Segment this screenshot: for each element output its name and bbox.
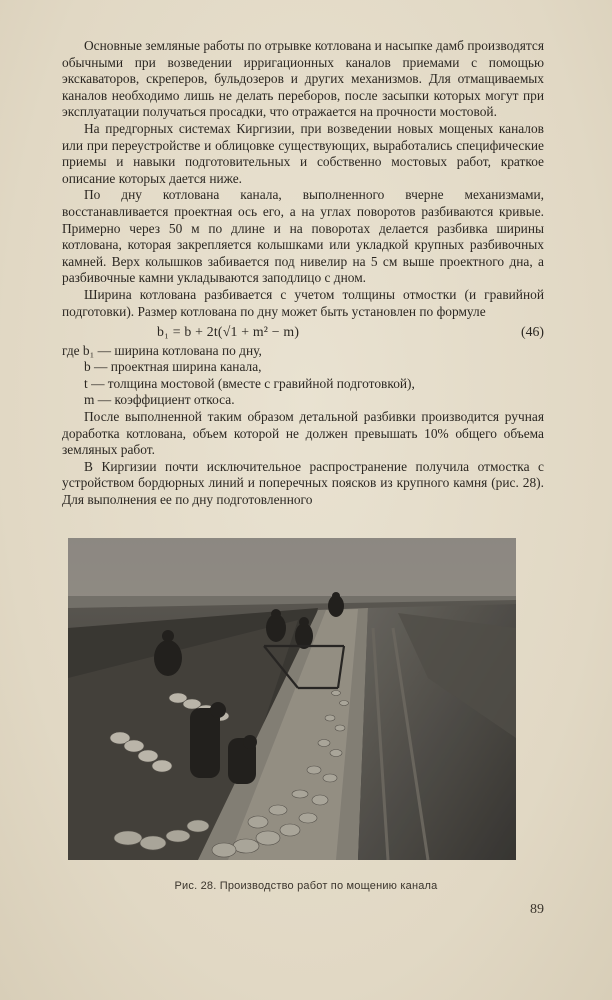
paragraph-6: В Киргизии почти исключительное распространение получила отмостка с устройством бордюрных линий и поперечных поясков из крупного камня (рис. 28). Для выполнения ее по дну подготовленного bbox=[62, 458, 544, 508]
paragraph-1: Основные земляные работы по отрывке котлована и насыпке дамб производятся обычными при возведении ирригационных каналов приемами с помощью экскаваторов, скреперов, бульдозеров и других механизмов. Для отмащиваемых каналов необходимо лишь не делать переборов, после засыпки которых могут при эксплуатации получаться просадки, что отражается на прочности мостовой. bbox=[62, 38, 544, 120]
definition-item: где b₁ — ширина котлована по дну, bbox=[62, 342, 262, 358]
paragraph-4: Ширина котлована разбивается с учетом толщины отмостки (и гравийной подготовки). Размер котлована по дну может быть установлен по формуле bbox=[62, 286, 544, 319]
paragraph-3: По дну котлована канала, выполненного вчерне механизмами, восстанавливается проектная ось его, а на углах поворотов разбиваются кривые. Примерно через 50 м по длине и на поворотах делается разбивка ширины котлована, которая закрепляется колышками или укладкой крупных разбивочных камней. Верх колышков забивается под нивелир на 5 см выше проектного дна, а разбивочные камни укладываются заподлицо с дном. bbox=[62, 187, 544, 286]
equation-number: (46) bbox=[521, 324, 544, 340]
figure-caption: Рис. 28. Производство работ по мощению канала bbox=[174, 880, 438, 892]
definition-item: b — проектная ширина канала, bbox=[84, 359, 262, 375]
definition-item: m — коэффициент откоса. bbox=[84, 392, 235, 408]
figure-photo bbox=[68, 538, 516, 860]
formula-row bbox=[62, 324, 544, 341]
page-number: 89 bbox=[530, 902, 544, 917]
paragraph-2: На предгорных системах Киргизии, при возведении новых мощеных каналов или при переустройстве и облицовке существующих, выработались специфические приемы и навыки подготовительных и собственно мостовых работ, краткое описание которых дается ниже. bbox=[62, 120, 544, 186]
variable-definitions bbox=[62, 343, 544, 409]
paragraph-5: После выполненной таким образом детальной разбивки производится ручная доработка котлована, объем которой не должен превышать 10% общего объема земляных работ. bbox=[62, 409, 544, 458]
canal-paving-photo bbox=[68, 538, 516, 860]
formula: b₁ = b + 2t(√1 + m² − m) bbox=[157, 324, 300, 340]
body-text bbox=[62, 38, 544, 509]
definition-item: t — толщина мостовой (вместе с гравийной подготовкой), bbox=[84, 375, 415, 391]
